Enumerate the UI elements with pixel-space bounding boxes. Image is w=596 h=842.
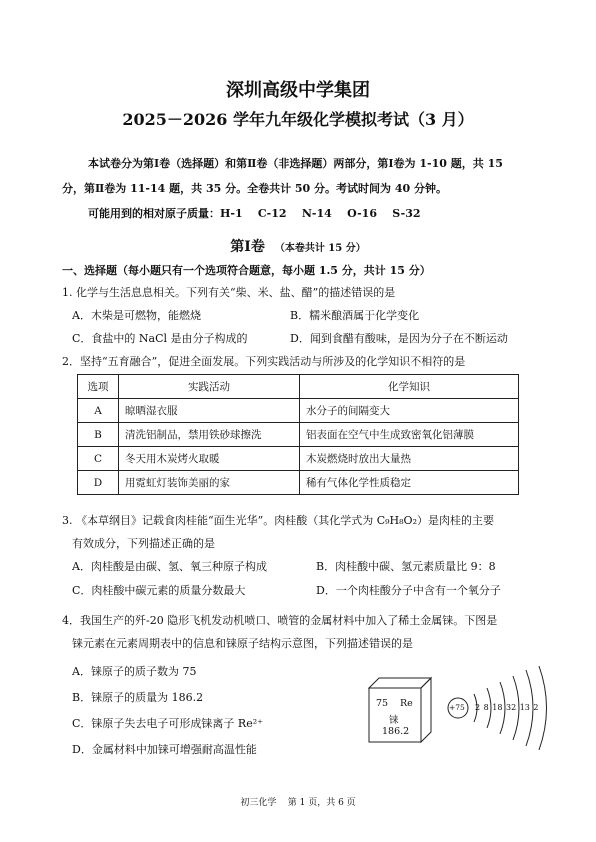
table-cell: 稀有气体化学性质稳定 [300, 471, 519, 495]
table-header: 化学知识 [300, 375, 519, 399]
table-cell: B [78, 423, 119, 447]
part-heading: 一、选择题（每小题只有一个选项符合题意，每小题 1.5 分，共计 15 分） [62, 264, 431, 277]
table-cell: 晾晒湿衣服 [119, 399, 300, 423]
table-header: 实践活动 [119, 375, 300, 399]
element-number: 75 [376, 698, 389, 709]
q3-option-d: D．一个肉桂酸分子中含有一个氧分子 [316, 584, 501, 597]
q3-option-c: C．肉桂酸中碳元素的质量分数最大 [72, 584, 246, 597]
q3-stem-line-2: 有效成分，下列描述正确的是 [72, 537, 215, 550]
table-cell: 铝表面在空气中生成致密氧化铝薄膜 [300, 423, 519, 447]
q1-option-d: D．闻到食醋有酸味，是因为分子在不断运动 [290, 332, 508, 345]
atom-nucleus-label: +75 [449, 703, 465, 712]
q4-option-c: C．铼原子失去电子可形成铼离子 Re²⁺ [72, 717, 263, 730]
element-mass: 186.2 [382, 726, 410, 737]
table-row [78, 447, 519, 471]
table-cell: D [78, 471, 119, 495]
table-cell: A [78, 399, 119, 423]
table-row [78, 471, 519, 495]
section-heading [0, 236, 596, 256]
table-cell: 冬天用木炭烤火取暖 [119, 447, 300, 471]
table-cell: 用霓虹灯装饰美丽的家 [119, 471, 300, 495]
section-note: （本卷共计 15 分） [274, 243, 366, 254]
section-title: 第Ⅰ卷 [230, 239, 265, 255]
table-cell: 木炭燃烧时放出大量热 [300, 447, 519, 471]
table-cell: 水分子的间隔变大 [300, 399, 519, 423]
table-cell: 清洗铝制品，禁用铁砂球擦洗 [119, 423, 300, 447]
table-row [78, 399, 519, 423]
q2-table [77, 374, 519, 495]
atom-shell-electrons: 2 8 18 32 13 2 [475, 703, 539, 712]
intro-line-2: 分，第Ⅱ卷为 11-14 题，共 35 分。全卷共计 50 分。考试时间为 40 分钟。 [62, 182, 448, 195]
q1-option-a: A．木柴是可燃物，能燃烧 [72, 309, 201, 322]
intro-line-1: 本试卷分为第Ⅰ卷（选择题）和第Ⅱ卷（非选择题）两部分，第Ⅰ卷为 1-10 题，共 15 [88, 157, 503, 170]
q1-option-b: B．糯米酿酒属于化学变化 [290, 309, 420, 322]
q4-stem-line-1: 4．我国生产的歼-20 隐形飞机发动机喷口、喷管的金属材料中加入了稀土金属铼。下图是 [62, 614, 498, 627]
q4-option-d: D．金属材料中加铼可增强耐高温性能 [72, 743, 257, 756]
q4-option-a: A．铼原子的质子数为 75 [72, 665, 197, 678]
q1-stem: 1. 化学与生活息息相关。下列有关“柴、米、盐、醋”的描述错误的是 [62, 286, 396, 299]
school-title: 深圳高级中学集团 [226, 80, 370, 101]
q1-option-c: C．食盐中的 NaCl 是由分子构成的 [72, 332, 248, 345]
q2-stem: 2．坚持“五育融合”，促进全面发展。下列实践活动与所涉及的化学知识不相符的是 [62, 355, 466, 368]
table-header-row [78, 375, 519, 399]
q3-option-a: A．肉桂酸是由碳、氢、氧三种原子构成 [72, 560, 267, 573]
table-row [78, 423, 519, 447]
q4-stem-line-2: 铼元素在元素周期表中的信息和铼原子结构示意图，下列描述错误的是 [72, 637, 413, 650]
electron-shell-arc [539, 666, 547, 750]
table-header: 选项 [78, 375, 119, 399]
element-name: 铼 [389, 715, 399, 726]
exam-title: 2025－2026 学年九年级化学模拟考试（3 月） [122, 110, 474, 129]
page-footer: 初三化学 第 1 页，共 6 页 [240, 798, 356, 808]
table-cell: C [78, 447, 119, 471]
element-symbol: Re [400, 698, 413, 709]
intro-line-3: 可能用到的相对原子质量：H-1 C-12 N-14 O-16 S-32 [88, 207, 421, 220]
q3-stem-line-1: 3. 《本草纲目》记载食肉桂能“面生光华”。肉桂酸（其化学式为 C₉H₈O₂）是肉桂的主要 [62, 514, 494, 527]
q3-option-b: B．肉桂酸中碳、氢元素质量比 9：8 [316, 560, 496, 573]
q4-option-b: B．铼原子的质量为 186.2 [72, 691, 204, 704]
